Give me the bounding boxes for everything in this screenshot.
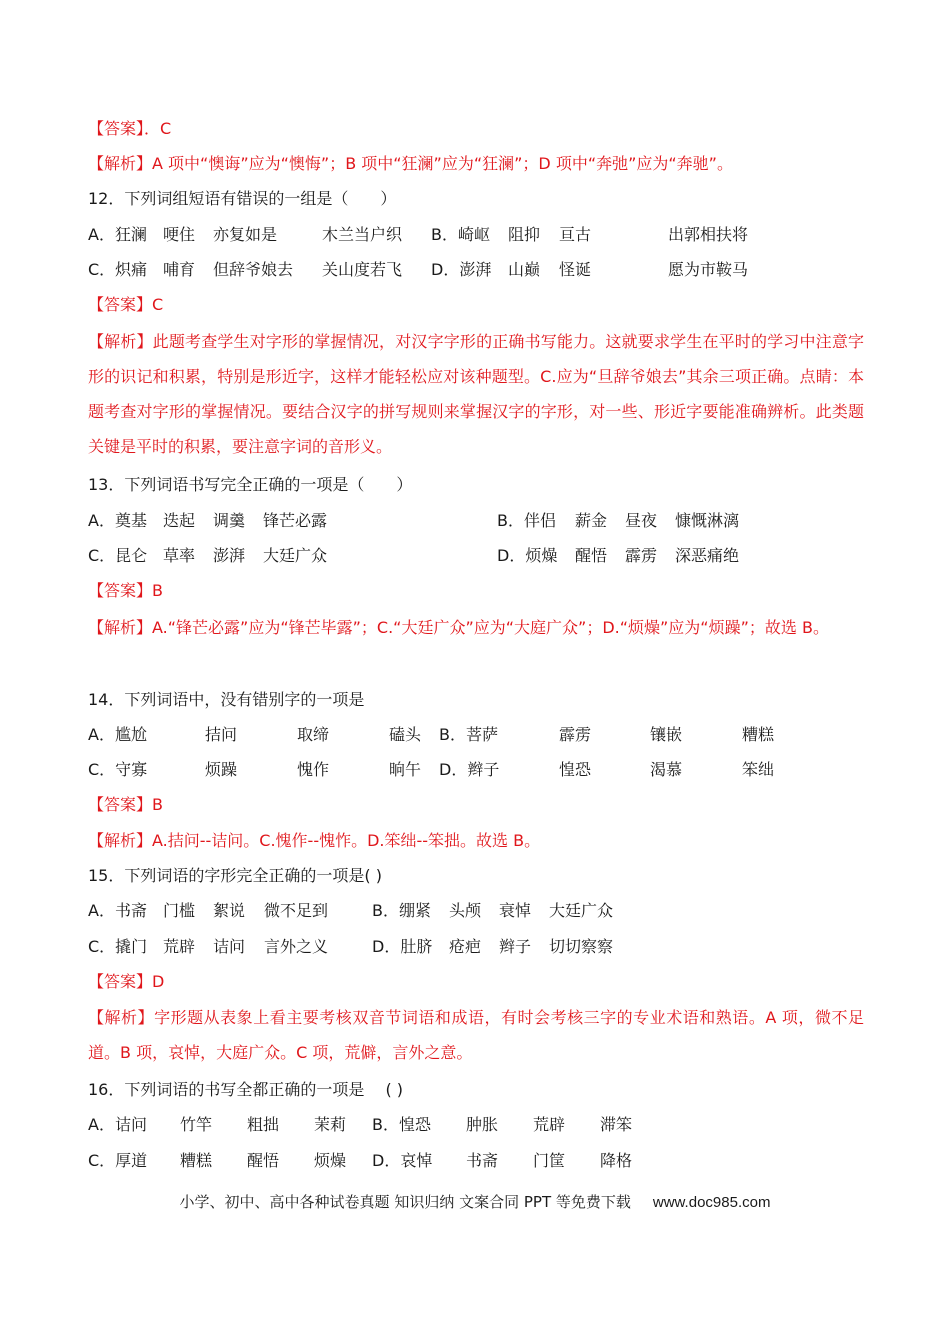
option-word: 荒辟 — [163, 937, 196, 956]
option-word: 竹竿 — [180, 1115, 213, 1134]
option-14-d: D．辫子 — [439, 760, 500, 779]
option-word: 哺育 — [163, 260, 196, 279]
option-word: 衰悼 — [499, 901, 532, 920]
option-word: 降格 — [600, 1151, 633, 1170]
option-13-c: C．昆仑 — [88, 546, 148, 565]
option-word: 粗拙 — [247, 1115, 280, 1134]
option-word: 荒辟 — [533, 1115, 566, 1134]
option-word: 诘问 — [213, 937, 246, 956]
option-word: 哽住 — [163, 225, 196, 244]
option-word: 亦复如是 — [213, 225, 278, 244]
option-word: 糟糕 — [180, 1151, 213, 1170]
option-14-a: A．尴尬 — [88, 725, 147, 744]
option-word: 头颅 — [449, 901, 482, 920]
option-15-a: A．书斋 — [88, 901, 147, 920]
option-word: 茉莉 — [314, 1115, 347, 1134]
option-word: 迭起 — [163, 511, 196, 530]
option-word: 辫子 — [499, 937, 532, 956]
answer-13: 【答案】B — [88, 581, 163, 600]
option-word: 阻抑 — [508, 225, 541, 244]
option-word: 深恶痛绝 — [675, 546, 740, 565]
option-word: 拮问 — [205, 725, 238, 744]
option-word: 薪金 — [575, 511, 608, 530]
option-word: 絮说 — [213, 901, 246, 920]
option-12-b: B．崎岖 — [431, 225, 490, 244]
question-13: 13．下列词语书写完全正确的一项是（ ） — [88, 475, 413, 494]
page-footer — [0, 1191, 950, 1212]
explanation-12: 【解析】此题考查学生对字形的掌握情况，对汉字字形的正确书写能力。这就要求学生在平时的学习中注意字形的识记和积累，特别是形近字，这样才能轻松应对该种题型。C.应为“旦辞爷娘去”其余三项正确。点睛：本题考查对字形的掌握情况。要结合汉字的拼写规则来掌握汉字的字形，对一些、形近字要能准确辨析。此类题关键是平时的积累，要注意字词的音形义。 — [88, 332, 864, 456]
explanation-14: 【解析】A.拮问--诘问。C.愧作--愧怍。D.笨绌--笨拙。故选 B。 — [88, 831, 541, 850]
option-word: 大廷广众 — [263, 546, 328, 565]
option-word: 烦躁 — [205, 760, 238, 779]
option-12-a: A．狂澜 — [88, 225, 147, 244]
option-word: 疮疤 — [449, 937, 482, 956]
question-15: 15．下列词语的字形完全正确的一项是( ) — [88, 866, 382, 885]
option-word: 出郭相扶将 — [668, 225, 749, 244]
option-word: 言外之义 — [264, 937, 329, 956]
option-word: 怪诞 — [559, 260, 592, 279]
option-word: 镶嵌 — [650, 725, 683, 744]
option-word: 书斋 — [466, 1151, 499, 1170]
option-16-b: B．惶恐 — [372, 1115, 431, 1134]
answer-15: 【答案】D — [88, 972, 165, 991]
option-word: 霹雳 — [625, 546, 658, 565]
explanation-13: 【解析】A.“锋芒必露”应为“锋芒毕露”；C.“大廷广众”应为“大庭广众”；D.“烦燥”应为“烦躁”；故选 B。 — [88, 618, 829, 637]
option-13-b: B．伴侣 — [497, 511, 556, 530]
option-word: 关山度若飞 — [322, 260, 403, 279]
option-word: 亘古 — [559, 225, 592, 244]
option-word: 愧作 — [297, 760, 330, 779]
option-word: 渴慕 — [650, 760, 683, 779]
answer-12: 【答案】C — [88, 295, 164, 314]
option-word: 切切察察 — [549, 937, 614, 956]
option-word: 澎湃 — [213, 546, 246, 565]
option-word: 糟糕 — [742, 725, 775, 744]
option-14-c: C．守寡 — [88, 760, 148, 779]
question-12: 12．下列词组短语有错误的一组是（ ） — [88, 189, 397, 208]
option-16-c: C．厚道 — [88, 1151, 148, 1170]
option-word: 草率 — [163, 546, 196, 565]
option-word: 烦燥 — [314, 1151, 347, 1170]
option-word: 晌午 — [389, 760, 422, 779]
option-word: 木兰当户织 — [322, 225, 403, 244]
option-13-d: D．烦燥 — [497, 546, 558, 565]
option-word: 滞笨 — [600, 1115, 633, 1134]
option-word: 愿为市鞍马 — [668, 260, 749, 279]
explanation-15: 【解析】字形题从表象上看主要考核双音节词语和成语，有时会考核三字的专业术语和熟语。A 项，微不足道。B 项，哀悼，大庭广众。C 项，荒僻，言外之意。 — [88, 1008, 864, 1062]
option-word: 但辞爷娘去 — [213, 260, 294, 279]
answer-11: 【答案】．C — [88, 119, 172, 138]
option-word: 取缔 — [297, 725, 330, 744]
option-word: 山巅 — [508, 260, 541, 279]
option-word: 门槛 — [163, 901, 196, 920]
question-14: 14．下列词语中，没有错别字的一项是 — [88, 690, 365, 709]
option-14-b: B．菩萨 — [439, 725, 498, 744]
option-12-c: C．炽痛 — [88, 260, 148, 279]
option-word: 醒悟 — [575, 546, 608, 565]
option-word: 慷慨淋漓 — [675, 511, 740, 530]
option-word: 笨绌 — [742, 760, 775, 779]
explanation-11: 【解析】A 项中“懊诲”应为“懊悔”；B 项中“狂澜”应为“狂澜”；D 项中“奔弛”应为“奔驰”。 — [88, 154, 733, 173]
question-16: 16．下列词语的书写全都正确的一项是 ( ) — [88, 1080, 404, 1099]
footer-text: 小学、初中、高中各种试卷真题 知识归纳 文案合同 PPT 等免费下载 — [179, 1193, 631, 1211]
option-word: 门筐 — [533, 1151, 566, 1170]
option-15-b: B．绷紧 — [372, 901, 431, 920]
answer-14: 【答案】B — [88, 795, 163, 814]
option-word: 霹雳 — [559, 725, 592, 744]
option-word: 微不足到 — [264, 901, 329, 920]
option-16-d: D．哀悼 — [372, 1151, 433, 1170]
option-15-d: D．肚脐 — [372, 937, 433, 956]
footer-url: www.doc985.com — [652, 1194, 771, 1211]
option-15-c: C．撬门 — [88, 937, 148, 956]
option-word: 大廷广众 — [549, 901, 614, 920]
option-word: 磕头 — [389, 725, 422, 744]
option-12-d: D．澎湃 — [431, 260, 492, 279]
option-word: 锋芒必露 — [263, 511, 328, 530]
option-16-a: A．诘问 — [88, 1115, 147, 1134]
option-13-a: A．奠基 — [88, 511, 147, 530]
option-word: 惶恐 — [559, 760, 592, 779]
option-word: 昼夜 — [625, 511, 658, 530]
option-word: 肿胀 — [466, 1115, 499, 1134]
option-word: 醒悟 — [247, 1151, 280, 1170]
option-word: 调羹 — [213, 511, 246, 530]
